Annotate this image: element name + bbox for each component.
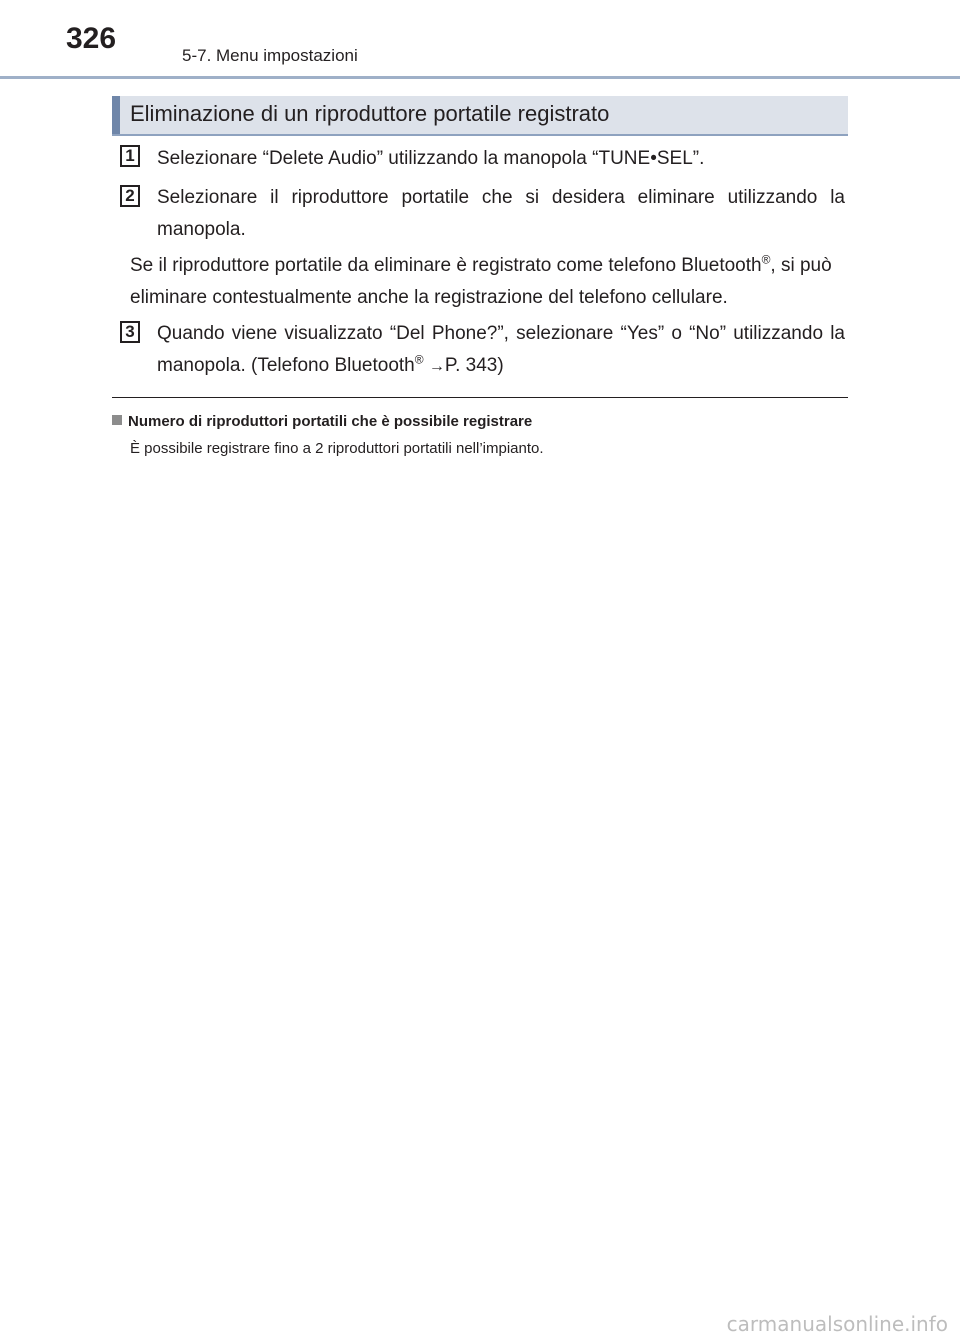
step-2-text: Selezionare il riproduttore portatile che si desidera eliminare utilizzando la manopola. — [157, 187, 845, 240]
registered-mark: ® — [414, 352, 424, 367]
info-title-text: Numero di riproduttori portatili che è possibile registrare — [128, 413, 533, 430]
step-number-1: 1 — [120, 145, 140, 167]
arrow-right-icon: → — [428, 358, 445, 375]
note-text-after: , si può eliminare contestualmente anche la registrazione del telefono cellulare. — [130, 255, 832, 308]
header-divider — [0, 76, 960, 79]
watermark-logo: carmanualsonline.info — [726, 1312, 948, 1336]
info-body: È possibile registrare fino a 2 riproduttori portatili nell’impianto. — [130, 440, 544, 457]
registered-mark: ® — [761, 252, 771, 267]
step-number-2: 2 — [120, 185, 140, 207]
step-1-text: Selezionare “Delete Audio” utilizzando la manopola “TUNE•SEL”. — [157, 148, 705, 169]
section-header-accent — [112, 96, 120, 134]
section-header — [112, 96, 848, 136]
section-divider — [112, 397, 848, 398]
page-reference-link[interactable]: P. 343) — [444, 355, 504, 376]
step-3-text-before: Quando viene visualizzato “Del Phone?”, selezionare “Yes” o “No” utilizzando la manopola. (Telefono Bluetooth — [157, 323, 845, 376]
note-paragraph — [130, 250, 845, 314]
step-number-3: 3 — [120, 321, 140, 343]
note-text-before: Se il riproduttore portatile da eliminare è registrato come telefono Bluetooth — [130, 255, 762, 276]
info-heading — [112, 413, 532, 430]
step-3-text — [157, 318, 845, 383]
page-number: 326 — [66, 22, 117, 55]
square-bullet-icon — [112, 415, 122, 425]
section-title: Eliminazione di un riproduttore portatile registrato — [130, 101, 610, 126]
breadcrumb: 5-7. Menu impostazioni — [182, 46, 358, 65]
